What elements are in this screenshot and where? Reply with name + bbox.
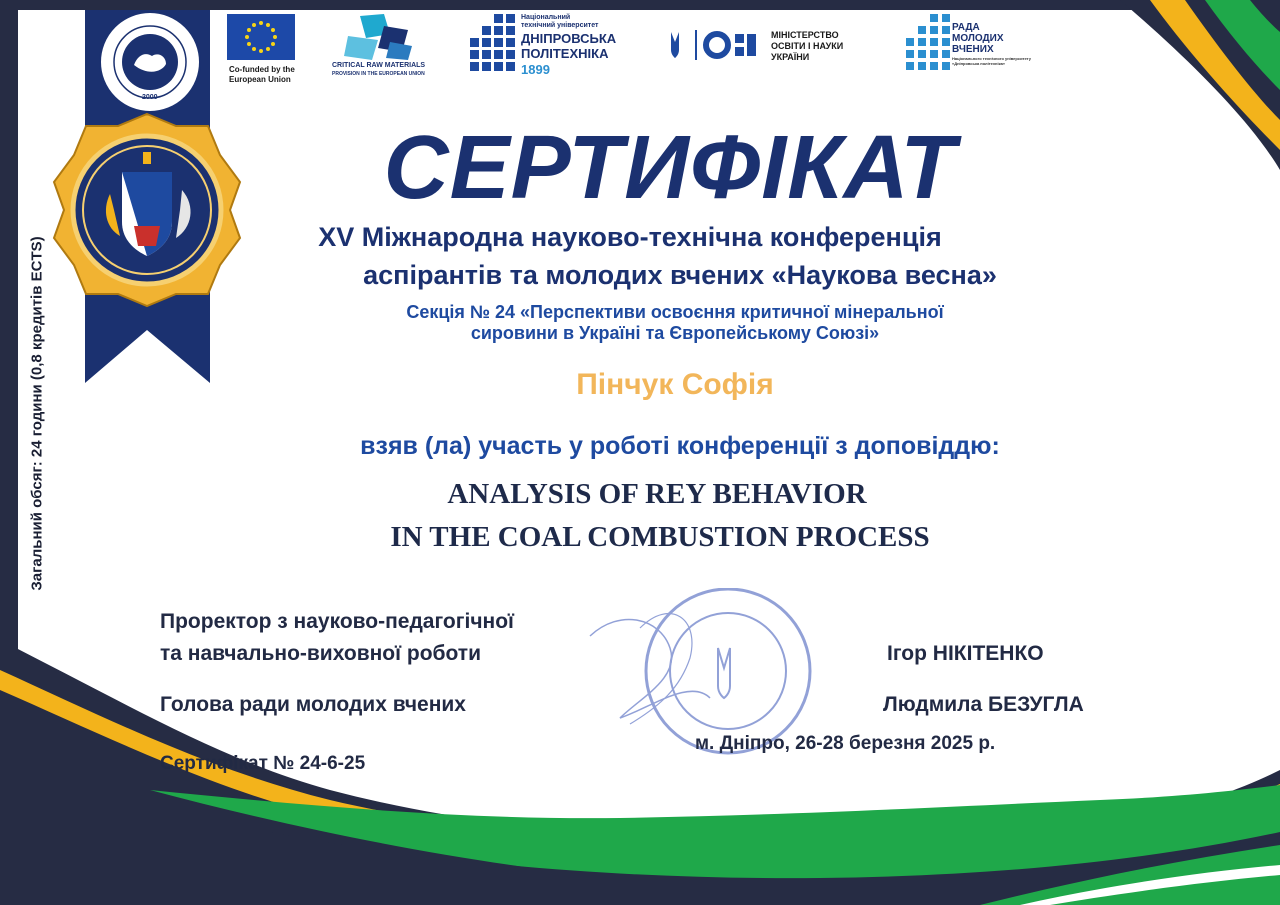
signer2-role: Голова ради молодих вчених — [160, 693, 466, 716]
certificate-title: СЕРТИФІКАТ — [383, 118, 957, 218]
mon-logo-line3: УКРАЇНИ — [771, 52, 810, 62]
young-scientists-council-logo — [904, 14, 1034, 74]
rada-logo-line2: МОЛОДИХ — [952, 33, 1004, 44]
participation-text: взяв (ла) участь у роботі конференції з доповіддю: — [360, 432, 1000, 460]
signer1-role-line2: та навчально-виховної роботи — [160, 642, 481, 665]
coat-of-arms-badge — [50, 110, 244, 310]
dp-logo-year: 1899 — [521, 62, 550, 77]
dniprovska-politekhnika-logo — [466, 14, 646, 84]
rada-logo-line3: ВЧЕНИХ — [952, 44, 994, 55]
report-title-line-1: ANALYSIS OF REY BEHAVIOR — [447, 478, 867, 510]
mon-logo-line2: ОСВІТИ І НАУКИ — [771, 41, 844, 51]
crm-logo-line2: PROVISION IN THE EUROPEAN UNION — [332, 71, 425, 77]
council-seal-logo — [98, 10, 202, 114]
conference-line-1: XV Міжнародна науково-технічна конференція — [318, 222, 942, 252]
dp-logo-line2: технічний університет — [521, 22, 599, 29]
eu-logo-line2: European Union — [229, 75, 291, 84]
side-hours-text: Загальний обсяг: 24 години (0,8 кредитів ECTS) — [28, 236, 46, 591]
signer1-name: Ігор НІКІТЕНКО — [887, 642, 1044, 665]
conference-line-2: аспірантів та молодих вчених «Наукова весна» — [363, 260, 997, 290]
signer1-role-line1: Проректор з науково-педагогічної — [160, 610, 514, 633]
eu-logo — [227, 14, 295, 86]
signer2-name: Людмила БЕЗУГЛА — [883, 693, 1084, 716]
report-title-line-2: IN THE COAL COMBUSTION PROCESS — [390, 521, 930, 553]
dp-logo-line1: Національний — [521, 14, 571, 21]
crm-logo-line1: CRITICAL RAW MATERIALS — [332, 62, 426, 69]
eu-logo-line1: Co-funded by the — [229, 65, 295, 74]
rada-logo-sub1: Національного технічного університету — [952, 56, 1031, 61]
certificate-number: Сертифікат № 24-6-25 — [160, 753, 366, 774]
mon-logo-line1: МІНІСТЕРСТВО — [771, 30, 839, 40]
dp-logo-line3: ДНІПРОВСЬКА — [521, 31, 617, 46]
dp-logo-line4: ПОЛІТЕХНІКА — [521, 46, 609, 61]
crm-logo — [332, 12, 432, 82]
section-line-1: Секція № 24 «Перспективи освоєння критичної мінеральної — [406, 302, 944, 322]
council-seal-year: 2000 — [142, 94, 158, 101]
rada-logo-sub2: «Дніпровська політехніка» — [952, 61, 1006, 66]
ministry-education-logo — [665, 28, 855, 68]
rada-logo-line1: РАДА — [952, 22, 980, 33]
place-date: м. Дніпро, 26-28 березня 2025 р. — [695, 733, 996, 754]
participant-name: Пінчук Софія — [576, 368, 774, 401]
section-line-2: сировини в Україні та Європейському Союзі» — [470, 323, 880, 343]
